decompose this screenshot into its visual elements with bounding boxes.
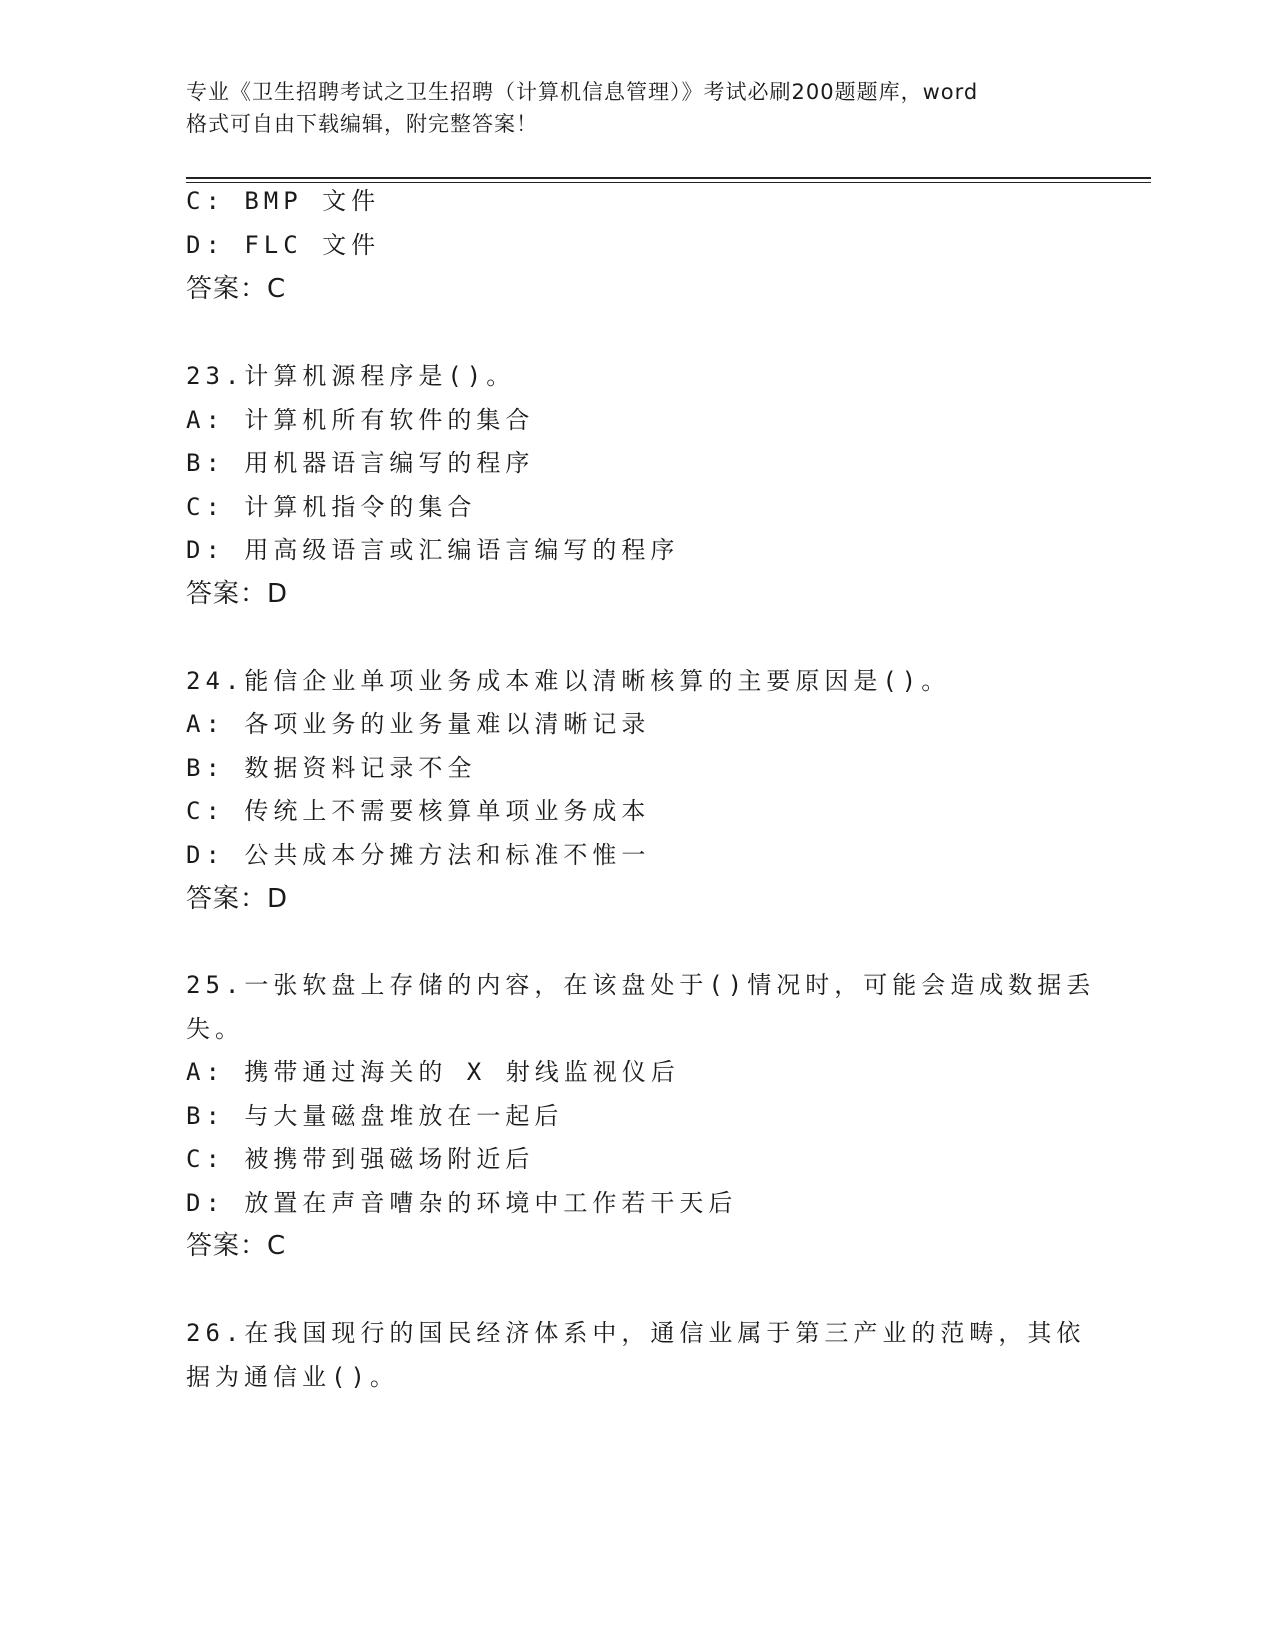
header-divider-thick <box>186 177 1151 179</box>
q24-answer <box>186 883 288 915</box>
q23-option-d: D: 用高级语言或汇编语言编写的程序 <box>186 536 680 564</box>
q22-answer <box>186 273 286 305</box>
q24-option-a: A: 各项业务的业务量难以清晰记录 <box>186 710 651 738</box>
q23-stem: 23.计算机源程序是()。 <box>186 362 516 390</box>
answer-value: D <box>267 579 289 609</box>
answer-value: C <box>267 1231 287 1261</box>
q25-stem-line-1: 25.一张软盘上存储的内容，在该盘处于()情况时，可能会造成数据丢 <box>186 971 1096 999</box>
q23-answer <box>186 578 288 610</box>
q25-option-c: C: 被携带到强磁场附近后 <box>186 1145 535 1173</box>
header-line-2: 格式可自由下载编辑，附完整答案！ <box>186 112 538 136</box>
q22-option-c: C: BMP 文件 <box>186 187 381 215</box>
q25-stem-line-2: 失。 <box>186 1015 244 1043</box>
q24-option-c: C: 传统上不需要核算单项业务成本 <box>186 797 651 825</box>
q24-option-d: D: 公共成本分摊方法和标准不惟一 <box>186 841 651 869</box>
q23-option-b: B: 用机器语言编写的程序 <box>186 449 535 477</box>
answer-label: 答案： <box>186 274 268 304</box>
answer-value: D <box>267 884 289 914</box>
document-page <box>186 0 1151 1650</box>
q26-stem-line-2: 据为通信业()。 <box>186 1363 399 1391</box>
answer-value: C <box>267 274 287 304</box>
q22-option-d: D: FLC 文件 <box>186 231 381 259</box>
q25-option-b: B: 与大量磁盘堆放在一起后 <box>186 1102 564 1130</box>
q23-option-c: C: 计算机指令的集合 <box>186 493 477 521</box>
answer-label: 答案： <box>186 884 268 914</box>
header-divider-thin <box>186 182 1151 183</box>
q24-option-b: B: 数据资料记录不全 <box>186 754 477 782</box>
header-line-1: 专业《卫生招聘考试之卫生招聘（计算机信息管理）》考试必刷200题题库，word <box>186 80 979 104</box>
q23-option-a: A: 计算机所有软件的集合 <box>186 406 535 434</box>
q25-option-d: D: 放置在声音嘈杂的环境中工作若干天后 <box>186 1189 738 1217</box>
q25-answer <box>186 1230 286 1262</box>
answer-label: 答案： <box>186 1231 268 1261</box>
q25-option-a: A: 携带通过海关的 X 射线监视仪后 <box>186 1058 680 1086</box>
q24-stem: 24.能信企业单项业务成本难以清晰核算的主要原因是()。 <box>186 667 951 695</box>
document-header <box>186 76 1086 140</box>
q26-stem-line-1: 26.在我国现行的国民经济体系中，通信业属于第三产业的范畴，其依 <box>186 1319 1086 1347</box>
answer-label: 答案： <box>186 579 268 609</box>
